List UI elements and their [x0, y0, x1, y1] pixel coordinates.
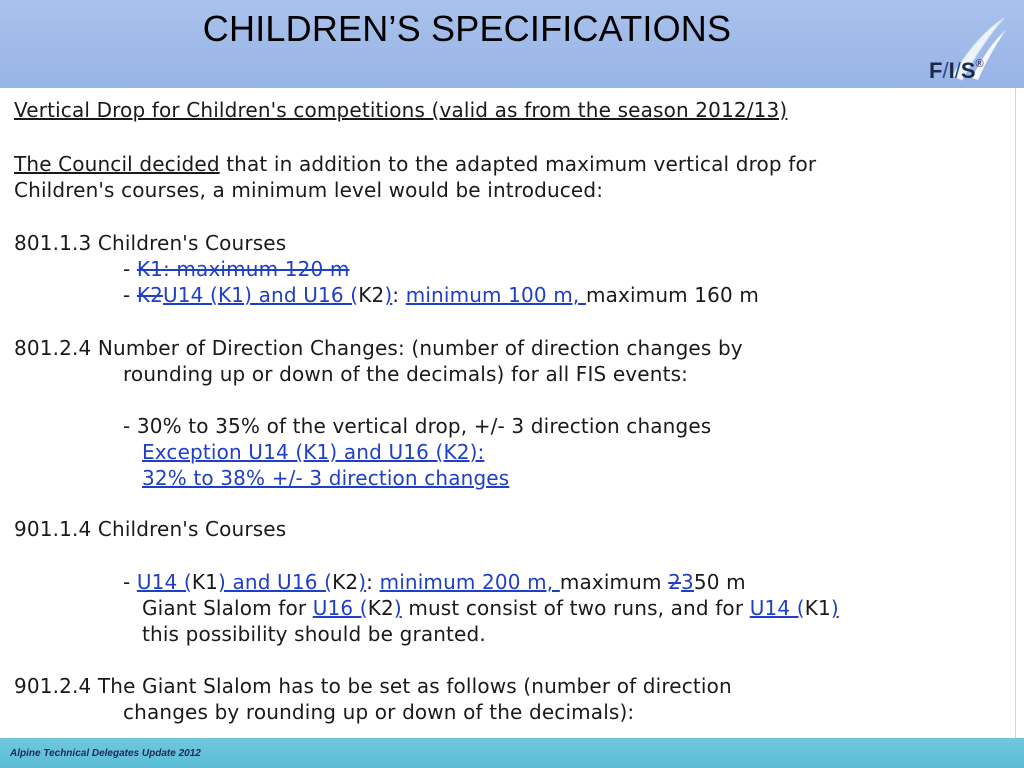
inserted-text: U16 ( — [312, 596, 368, 620]
paragraph-line-2: Children's courses, a minimum level would be introduced: — [14, 178, 604, 202]
rule-801-1-3-heading: 801.1.3 Children's Courses — [14, 231, 287, 255]
rule-901-1-4-gs-line-1 — [142, 596, 839, 620]
rule-801-2-4-heading: 801.2.4 Number of Direction Changes: (number of direction changes by — [14, 336, 743, 360]
rule-801-2-4-bullet: - 30% to 35% of the vertical drop, +/- 3 direction changes — [123, 414, 712, 438]
inserted-text: 32% to 38% +/- 3 direction changes — [142, 466, 510, 490]
rule-801-2-4-exception-1 — [142, 440, 484, 464]
inserted-text: ) and U16 ( — [218, 570, 333, 594]
inserted-text: ) — [384, 283, 393, 307]
inserted-text: U14 ( — [749, 596, 805, 620]
document-image — [3, 88, 1016, 738]
inserted-text: minimum 200 m, — [379, 570, 560, 594]
rule-901-1-4-gs-line-2: this possibility should be granted. — [142, 622, 486, 646]
inserted-text: ) — [358, 570, 367, 594]
logo-slash: / — [942, 58, 949, 83]
plain-text: K2 — [358, 283, 385, 307]
inserted-text: minimum 100 m, — [405, 283, 586, 307]
plain-text: K2 — [367, 596, 394, 620]
slide-footer — [0, 738, 1024, 768]
inserted-text: Exception U14 (K1) and U16 (K2): — [142, 440, 485, 464]
rule-801-2-4-exception-2 — [142, 466, 509, 490]
logo-registered-mark: ® — [975, 58, 984, 70]
plain-text: maximum — [559, 570, 669, 594]
plain-text: : — [366, 570, 380, 594]
inserted-text: U14 (K1) and U16 ( — [163, 283, 359, 307]
rule-801-1-3-bullet-2 — [123, 283, 759, 307]
plain-text: maximum 160 m — [585, 283, 760, 307]
plain-text: K2 — [332, 570, 359, 594]
paragraph-line-1 — [14, 152, 816, 176]
plain-text: : — [392, 283, 406, 307]
inserted-text: ) — [393, 596, 402, 620]
slide-title: CHILDREN’S SPECIFICATIONS — [202, 8, 732, 49]
paragraph-text: that in addition to the adapted maximum vertical drop for — [219, 152, 817, 176]
plain-text: K1 — [804, 596, 831, 620]
inserted-text: 3 — [681, 570, 694, 594]
logo-letter-i: I — [948, 58, 955, 83]
rule-801-2-4-line-2: rounding up or down of the decimals) for all FIS events: — [123, 362, 689, 386]
inserted-text: U14 ( — [136, 570, 192, 594]
footer-text: Alpine Technical Delegates Update 2012 — [10, 748, 201, 759]
struck-text: K1: maximum 120 m — [136, 257, 350, 281]
logo-slash: / — [954, 58, 961, 83]
bullet-dash: - — [123, 570, 137, 594]
logo-letter-f: F — [929, 58, 943, 83]
rule-801-1-3-bullet-1 — [123, 257, 350, 281]
rule-901-1-4-heading: 901.1.4 Children's Courses — [14, 517, 287, 541]
slide-header — [0, 0, 1024, 88]
rule-901-2-4-line-2: changes by rounding up or down of the decimals): — [123, 700, 635, 724]
inserted-text: ) — [830, 596, 839, 620]
struck-text: 2 — [668, 570, 682, 594]
plain-text: 50 m — [693, 570, 746, 594]
rule-901-2-4-heading: 901.2.4 The Giant Slalom has to be set as follows (number of direction — [14, 674, 732, 698]
bullet-dash: - — [123, 283, 137, 307]
doc-heading — [14, 98, 787, 122]
bullet-dash: - — [123, 257, 137, 281]
rule-901-1-4-bullet — [123, 570, 746, 594]
council-decided-text: The Council decided — [14, 152, 220, 176]
plain-text: Giant Slalom for — [142, 596, 313, 620]
logo-letter-s: S — [960, 58, 976, 83]
fis-logo — [922, 14, 1014, 90]
fis-logo-letters — [929, 58, 984, 84]
plain-text: K1 — [191, 570, 219, 594]
plain-text: must consist of two runs, and for — [401, 596, 750, 620]
struck-text: K2 — [136, 283, 164, 307]
heading-text: Vertical Drop for Children's competitions (valid as from the season 2012/13) — [14, 98, 788, 122]
